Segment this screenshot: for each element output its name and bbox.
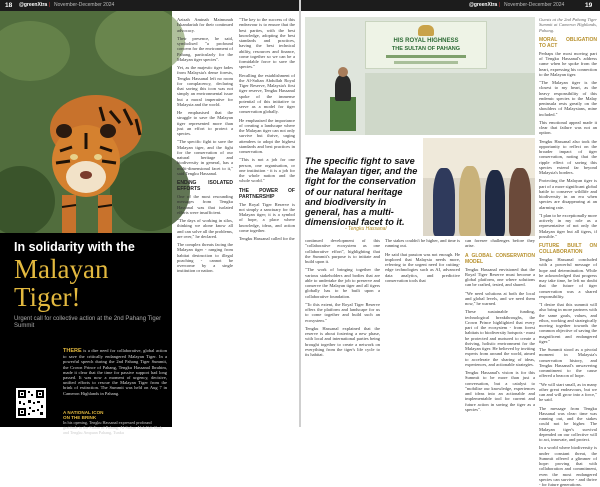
body-column-r1 — [305, 238, 380, 425]
folio-bar-left — [0, 0, 299, 11]
subheading: A GLOBAL CONSERVATION MODEL — [465, 252, 535, 265]
magazine-handle: @greenXtra — [19, 2, 48, 8]
article-intro — [63, 348, 167, 396]
paragraph: Tengku Hassanal explained that the reserve is about fostering a new phase, with local and international parties being brought together to create a network on everything from the tiger's life cycle to its habitat. — [305, 325, 380, 357]
paragraph: Tengku Hassanal's vision is for this Summit to be more than just a conversation, but a catalyst to "mobilise our knowledge, experiences and ideas into an actionable and implementable tool for current and future action in saving the tiger as a species". — [465, 370, 535, 412]
paragraph: "We need solutions at both the local and global levels, and we need them now," he warned. — [465, 290, 535, 306]
royal-crest-icon — [418, 25, 434, 36]
paragraph: He emphasised the importance of creating a landscape where the Malayan tiger can not only survive but thrive, urging attendees to adopt the highest standards and best practices in conservation. — [239, 117, 295, 154]
qr-code-icon[interactable] — [16, 388, 46, 418]
backdrop — [365, 73, 535, 135]
left-page — [0, 0, 299, 435]
subheading: FUTURE BUILT ON COLLABORATION — [539, 243, 597, 255]
subheading: MORAL OBLIGATION TO ACT — [539, 36, 597, 49]
guest-figure — [485, 170, 505, 236]
body-column-r4 — [539, 17, 597, 487]
pull-quote: The specific fight to save the Malayan tiger, and the fight for the conservation of our natural heritage and biodiversity in general, has a multi-dimensional facet to it. — [305, 156, 418, 228]
banner-line-2: THE SULTAN OF PAHANG — [391, 46, 461, 52]
paragraph: "The specific fight to save the Malayan tiger, and the fight for the conservation of our natural heritage and biodiversity in general, has a multi-dimensional facet to it," said Tengku Hassanal. — [177, 139, 233, 176]
ceremony-photo — [423, 138, 535, 236]
folio-separator: | — [499, 2, 501, 8]
banner-rule — [394, 61, 458, 64]
folio-bar-right — [301, 0, 600, 11]
paragraph: Protecting the Malayan tiger is part of a more significant global battle to conserve wildlife and biodiversity in an era when species are disappearing at an alarming rate. — [539, 178, 597, 210]
paragraph: In a world where biodiversity is under constant threat, the Summit offered a glimmer of hope: proving that with collaboration and commitment, even the most endangered species can survive - and thrive - for future generations. — [539, 445, 597, 487]
article-dek: Urgent call for collective action at the 2nd Pahang Tiger Summit — [14, 316, 162, 329]
guest-figure — [459, 166, 481, 236]
paragraph: Guests at the 2nd Pahang Tiger Summit at Cameron Highlands, Pahang. — [539, 17, 597, 33]
body-column-r2 — [385, 238, 460, 425]
paragraph: Yet, as the majestic tiger fades from Malaysia's dense forests, Tengku Hassanal left no room for complacency, declaring that saving this icon was not simply an environmental issue but a moral imperative for Malaysia and the world. — [177, 65, 233, 107]
subheading: ENDING ISOLATED EFFORTS — [177, 180, 233, 192]
body-column-1 — [177, 17, 233, 425]
speaker-figure — [335, 75, 351, 101]
paragraph: Perhaps the most moving part of Tengku Hassanal's address came when he spoke from the heart, expressing his connection to the Malayan tiger. — [539, 50, 597, 77]
paragraph: This emotional appeal made it clear that failure was not an option. — [539, 119, 597, 136]
paragraph: Tengku Hassanal concluded with a powerful message of hope and determination. While he acknowledged that progress may take time, he left no doubt that the future of tiger conservation was a shared responsibility. — [539, 257, 597, 299]
paragraph: The message from Tengku Hassanal was clear: time was running out, and the stakes could not be higher. The Malayan tiger's survival depended on our collective will to act, innovate, and protect. — [539, 405, 597, 442]
speaker-head — [338, 67, 348, 77]
paragraph: "This is not a job for one person, one organisation, or one institution - it is a job for the whole nation and the whole world." — [239, 157, 295, 184]
guest-figure — [433, 168, 455, 236]
dropcap: THERE — [63, 348, 82, 354]
tiger-photo — [0, 11, 172, 235]
paragraph: The stakes couldn't be higher, and time is running out. — [385, 238, 460, 249]
paragraph: The Summit stood as a pivotal moment in Malaysia's conservation history, and Tengku Hassanal's unwavering commitment to the cause offered a beacon of hope. — [539, 347, 597, 379]
paragraph: Their presence, he said, symbolised "a profound concern for the environment of Pahang, particularly for the Malayan tiger species". — [177, 35, 233, 62]
folio-separator: | — [49, 2, 51, 8]
paragraph: Tengku Hassanal envisioned that the Royal Tiger Reserve must become a global platform, one where solutions can be crafted, tested, and shared. — [465, 266, 535, 288]
guest-figure — [509, 168, 531, 236]
paragraph: "To this extent, the Royal Tiger Reserve offers the platform and landscape for us to come together and build such an ecosystem." — [305, 301, 380, 323]
issue-date: November-December 2024 — [54, 2, 115, 8]
paragraph: "We will start small, as in many other great endeavours, but we can and will grow into a force," he said. — [539, 381, 597, 403]
summit-photo — [305, 17, 535, 135]
paragraph: Tengku Hassanal called for the — [239, 236, 295, 241]
paragraph: These sustainable funding, technological breakthroughs, the Crown Prince highlighted that every part of the ecosystem - from forest habitats to biodiversity hotspots - must be protected and nurtured to create a thriving, holistic environment for the Malayan tiger. He believed by inviting experts from around the world, aimed to accelerate the sharing of ideas, experiences, and actionable strategies. — [465, 309, 535, 367]
paragraph: continued development of this "collaborative ecosystem as one collaborative effort", highlighting that the Summit's purpose is to initiate and build upon it. — [305, 238, 380, 264]
paragraph: The complex threats facing the Malayan tiger - ranging from habitat destruction to illegal poaching - cannot be overcome by a single institution or nation. — [177, 242, 233, 274]
magazine-handle: @greenXtra — [469, 2, 498, 8]
paragraph: "The days of working in silos, thinking we alone know all and can solve all the problems, are over," he declared. — [177, 218, 233, 239]
page-number: 19 — [585, 2, 593, 9]
paragraph: "The Malayan tiger is the closest to my heart, as the heavy responsibility of this endemic species to the Malay peninsula rests greatly on the shoulders of Malaysians, mine included." — [539, 80, 597, 117]
sidebar-text: In his opening, Tengku Hassanal expressed profound gratitude to the Sultan of Pahang, Al-Sultan Abdullah Shah, and Tengku Ampuan Pahang, Tunku — [63, 420, 164, 435]
body-column-r3 — [465, 238, 535, 425]
paragraph: The Royal Tiger Reserve is not simply a sanctuary for the Malayan tiger; it is a symbol of hope, a place where knowledge, ideas, and action come together. — [239, 201, 295, 233]
paragraph: He emphasised that the struggle to save the Malayan tiger represented more than just an effort to protect a species. — [177, 110, 233, 136]
paragraph: Recalling the establishment of the Al-Sultan Abdullah Royal Tiger Reserve, Malaysia's first tiger reserve, Tengku Hassanal spoke of the immense potential of this initiative to serve as a model for tiger conservation globally. — [239, 72, 295, 115]
article-hero — [0, 233, 172, 435]
body-column-2 — [239, 17, 295, 425]
paragraph: "The work of bringing together the various stakeholders and bodies that are able to undertake the job to preserve and conserve the Malayan tiger and all tigers globally has to be built upon a collaborative foundation. — [305, 267, 380, 299]
sidebar-kicker-1: A NATIONAL ICON — [63, 410, 104, 415]
podium — [330, 97, 356, 131]
headline-line-2: Malayan — [14, 254, 109, 284]
right-page — [301, 0, 600, 487]
paragraph: One of the most resounding messages from Tengku Hassanal was that isolated efforts were insufficient. — [177, 194, 233, 215]
subheading: THE POWER OF PARTNERSHIP — [239, 187, 295, 200]
sidebar-kicker-2: ON THE BRINK — [63, 415, 97, 420]
paragraph: "I plan to be exceptionally more actively in my role as a representative of not only the Malayan tiger but all tigers, if possible." — [539, 212, 597, 239]
paragraph: He said that passion was not enough. He implored that Malaysia needs more, referring to the urgent need for cutting-edge technologies such as AI, advanced data analytics, and predictive conservation tools that — [385, 251, 460, 283]
headline-line-1: In solidarity with the — [14, 240, 135, 254]
issue-date: November-December 2024 — [504, 2, 565, 8]
paragraph: "I desire that this summit will also bring in more partners with the same goals, values, and ethos, working and strategically moving together towards the common objective of saving the magnificent and endangered tiger." — [539, 302, 597, 344]
paragraph: "The key to the success of this endeavour is to ensure that the best parties, with the best knowledge, adopting the best standards and practices, having the best technical ability, resources and finance, come together so we can be a formidable force to save the species." — [239, 17, 295, 70]
intro-sidebar — [63, 410, 167, 435]
paragraph: can foresee challenges before they arise. — [465, 238, 535, 249]
event-banner — [365, 21, 487, 69]
tiger-illustration — [0, 11, 172, 235]
paragraph: Azizah Aminah Maimunah Iskandariah for their continued advocacy. — [177, 17, 233, 33]
banner-rule — [386, 55, 466, 58]
headline-line-3: Tiger! — [14, 282, 81, 312]
pull-quote-attribution: - Tengku Hassanal — [345, 226, 387, 232]
intro-text: is a dire need for collaborative, global action to save the critically endangered Malayan Tiger. In a powerful speech during the 2nd Pahang Tiger Summit, the Crown Prince of Pahang, Tengku Hassanal Ibrahim, made it clear that the time for passive support had long passed. It was now a moment of urgency, decisive, unified efforts to rescue the Malayan Tiger from the brink of extinction. The Summit was held on Aug 7 in Cameron Highlands in Pahang. — [63, 348, 167, 396]
page-number: 18 — [5, 2, 13, 9]
paragraph: Tengku Hassanal also took the opportunity to reflect on the broader impact of tiger conservation, noting that the ripple effect of saving this species extend far beyond Malaysia's borders. — [539, 138, 597, 175]
banner-line-1: HIS ROYAL HIGHNESS — [393, 38, 459, 44]
